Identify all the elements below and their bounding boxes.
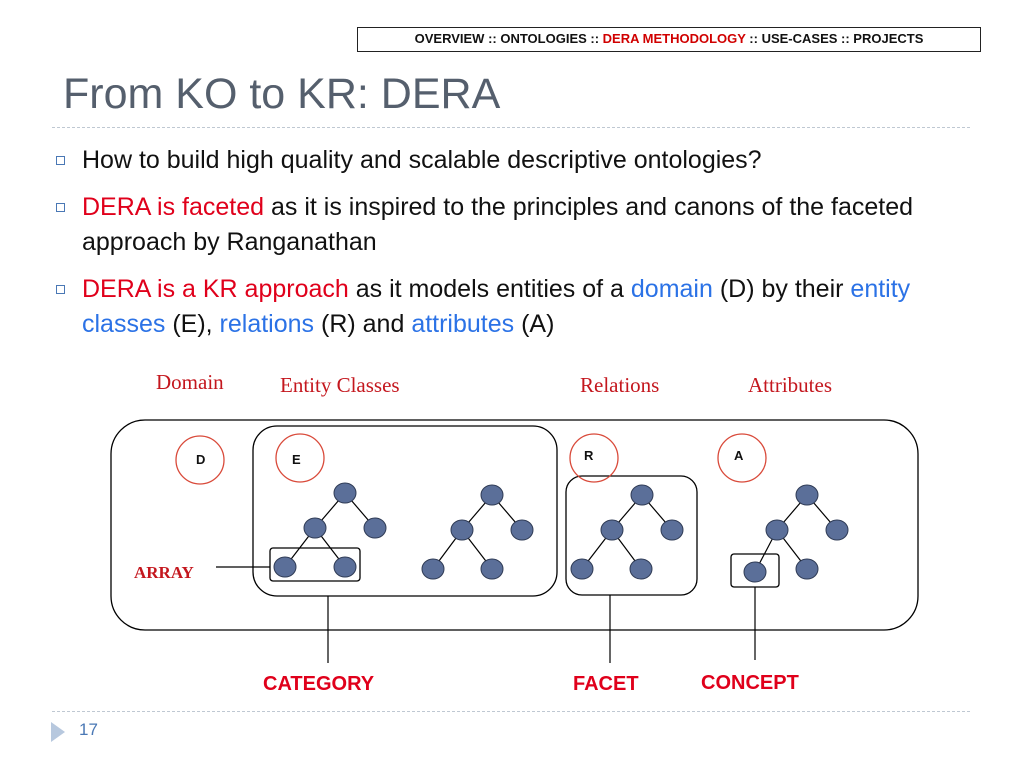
tree-node bbox=[422, 559, 444, 579]
circle-letter-e: E bbox=[292, 452, 301, 467]
nav-item-rest: :: USE-CASES :: PROJECTS bbox=[745, 31, 924, 46]
circle-letter-a: A bbox=[734, 448, 744, 463]
page-arrow-icon bbox=[51, 722, 65, 742]
term-entity-classes: entity classes bbox=[82, 275, 911, 338]
tree-node bbox=[661, 520, 683, 540]
bullet-text-1: How to build high quality and scalable descriptive ontologies? bbox=[82, 146, 762, 174]
bullet-3-part-2: (D) by their bbox=[712, 275, 851, 303]
tree-node bbox=[571, 559, 593, 579]
tree-node bbox=[766, 520, 788, 540]
bullet-3-part-5: (A) bbox=[514, 310, 555, 338]
tree-node bbox=[304, 518, 326, 538]
circle-letter-r: R bbox=[584, 448, 594, 463]
tree-node bbox=[334, 557, 356, 577]
tree-node bbox=[796, 559, 818, 579]
label-domain: Domain bbox=[156, 370, 224, 394]
label-relations: Relations bbox=[580, 373, 660, 397]
circle-r bbox=[570, 434, 618, 482]
tree-node bbox=[601, 520, 623, 540]
footer-divider bbox=[52, 711, 970, 712]
tree-node bbox=[744, 562, 766, 582]
bullet-3-part-4: (R) and bbox=[314, 310, 412, 338]
bullet-3-highlight: DERA is a KR approach bbox=[82, 275, 349, 303]
label-concept: CONCEPT bbox=[701, 672, 799, 694]
tree-node bbox=[796, 485, 818, 505]
bullet-3-part-3: (E), bbox=[165, 310, 220, 338]
tree-node bbox=[630, 559, 652, 579]
nav-item-overview: OVERVIEW :: bbox=[414, 31, 501, 46]
label-entity-classes: Entity Classes bbox=[280, 373, 400, 397]
tree-node bbox=[826, 520, 848, 540]
label-array: ARRAY bbox=[134, 563, 194, 582]
page-number: 17 bbox=[79, 720, 98, 739]
tree-node bbox=[364, 518, 386, 538]
nav-item-ontologies: ONTOLOGIES :: bbox=[500, 31, 603, 46]
label-category: CATEGORY bbox=[263, 673, 375, 695]
bullet-2-rest: as it is inspired to the principles and canons of the faceted approach by Ranganathan bbox=[82, 193, 914, 256]
label-facet: FACET bbox=[573, 673, 639, 695]
bullet-2-highlight: DERA is faceted bbox=[82, 193, 265, 221]
tree-node bbox=[631, 485, 653, 505]
nav-item-dera-methodology: DERA METHODOLOGY bbox=[602, 31, 746, 46]
tree-node bbox=[511, 520, 533, 540]
tree-node bbox=[274, 557, 296, 577]
label-attributes: Attributes bbox=[748, 373, 832, 397]
slide-title: From KO to KR: DERA bbox=[63, 70, 501, 118]
term-relations: relations bbox=[219, 310, 315, 338]
tree-node bbox=[481, 485, 503, 505]
bullet-3-part-1: as it models entities of a bbox=[348, 275, 631, 303]
tree-node bbox=[334, 483, 356, 503]
tree-node bbox=[481, 559, 503, 579]
circle-letter-d: D bbox=[196, 452, 206, 467]
term-domain: domain bbox=[630, 275, 713, 303]
tree-node bbox=[451, 520, 473, 540]
term-attributes: attributes bbox=[411, 310, 515, 338]
